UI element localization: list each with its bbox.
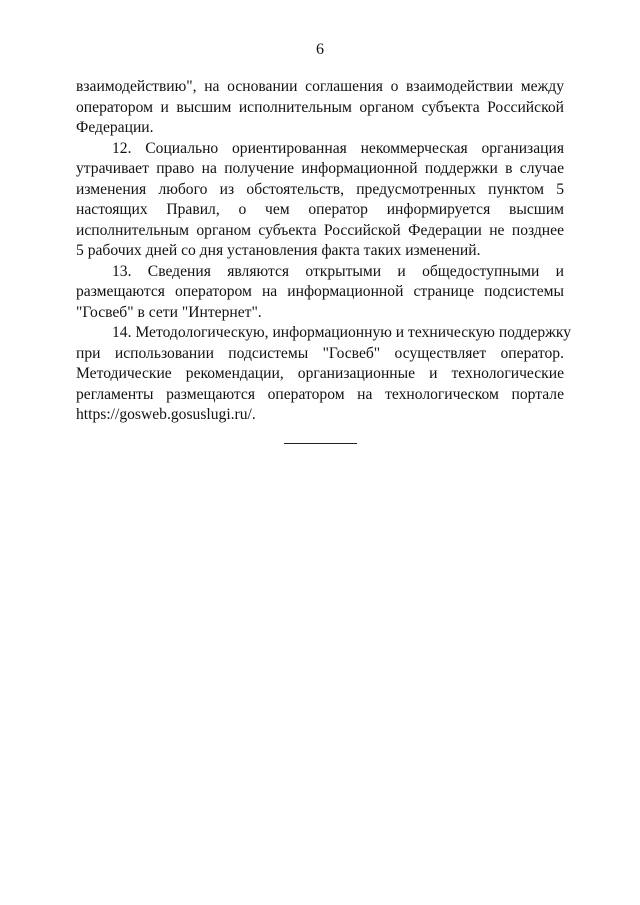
paragraph-continuation <box>76 77 564 139</box>
paragraph-item-14 <box>76 323 572 426</box>
text-line: оператором и высшим исполнительным органом субъекта Российской <box>76 98 564 116</box>
text-line: изменения любого из обстоятельств, предусмотренных пунктом 5 <box>76 180 564 198</box>
paragraph-item-13 <box>76 262 564 324</box>
text-line: размещаются оператором на информационной странице подсистемы <box>76 283 564 300</box>
text-line: 14. Методологическую, информационную и техническую поддержку <box>112 324 572 341</box>
text-line: при использовании подсистемы "Госвеб" осуществляет оператор. <box>76 344 564 362</box>
text-line: настоящих Правил, о чем оператор информируется высшим <box>76 201 564 218</box>
text-line: Федерации. <box>76 119 154 136</box>
text-line: взаимодействию", на основании соглашения о взаимодействии между <box>76 78 564 95</box>
page-number: 6 <box>316 41 324 58</box>
text-line: https://gosweb.gosuslugi.ru/. <box>76 406 256 423</box>
text-line: регламенты размещаются оператором на технологическом портале <box>76 385 564 403</box>
text-line: утрачивает право на получение информационной поддержки в случае <box>76 160 564 177</box>
text-line: исполнительным органом субъекта Российской Федерации не позднее <box>76 221 564 239</box>
document-body <box>76 77 572 426</box>
text-line: Методические рекомендации, организационные и технологические <box>76 365 564 382</box>
end-of-document-rule <box>284 443 357 444</box>
paragraph-item-12 <box>76 139 564 262</box>
text-line: 5 рабочих дней со дня установления факта таких изменений. <box>76 242 481 259</box>
text-line: 13. Сведения являются открытыми и общедоступными и <box>112 262 564 280</box>
text-line: 12. Социально ориентированная некоммерческая организация <box>112 139 564 157</box>
text-line: "Госвеб" в сети "Интернет". <box>76 303 262 321</box>
